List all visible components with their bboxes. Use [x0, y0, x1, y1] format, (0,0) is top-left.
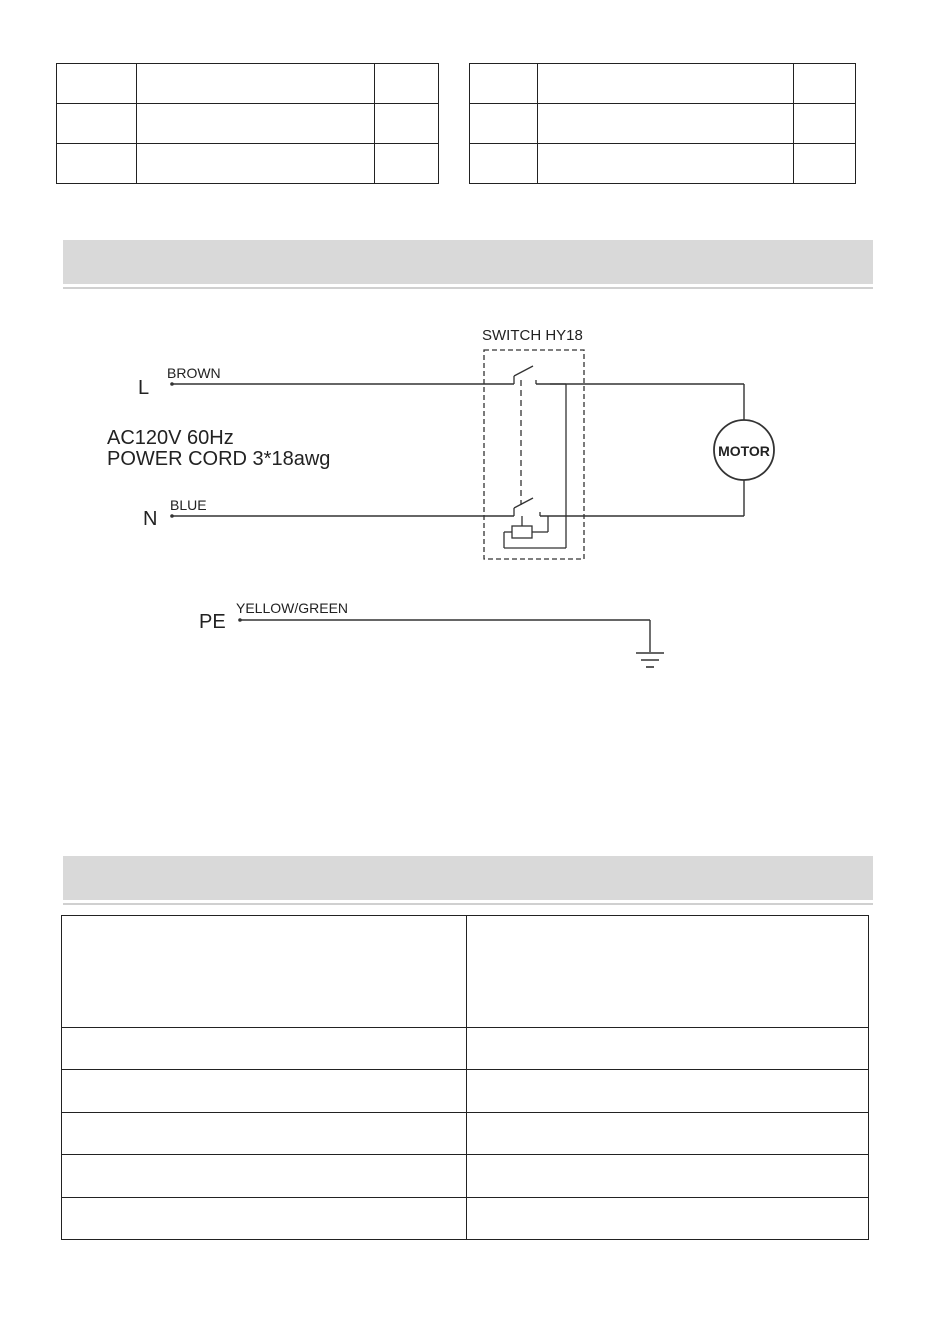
table-cell	[467, 916, 869, 1028]
switch-box	[484, 350, 584, 559]
spec-section-header	[63, 856, 873, 900]
table-row	[62, 1155, 869, 1197]
line-wire-color: BROWN	[167, 365, 221, 381]
table-row	[62, 1070, 869, 1112]
table-row	[470, 64, 856, 104]
table-cell	[538, 104, 794, 144]
supply-spec-line-2: POWER CORD 3*18awg	[107, 448, 331, 470]
neutral-wire-color: BLUE	[170, 497, 207, 513]
table-cell	[137, 104, 375, 144]
supply-spec-line-1: AC120V 60Hz	[107, 427, 234, 449]
table-cell	[62, 1112, 467, 1154]
motor-label: MOTOR	[718, 443, 770, 459]
table-cell	[467, 1028, 869, 1070]
table-row	[57, 104, 439, 144]
ground-icon	[636, 653, 664, 667]
table-cell	[62, 1070, 467, 1112]
neutral-terminal-label: N	[143, 508, 158, 530]
table-cell	[467, 1070, 869, 1112]
table-cell	[62, 1197, 467, 1239]
table-cell	[794, 144, 856, 184]
line-terminal-label: L	[138, 377, 150, 399]
table-cell	[62, 1155, 467, 1197]
table-row	[62, 1112, 869, 1154]
table-cell	[538, 144, 794, 184]
table-row	[62, 1197, 869, 1239]
earth-terminal-label: PE	[199, 611, 226, 633]
earth-wire-color: YELLOW/GREEN	[236, 600, 349, 616]
table-cell	[467, 1155, 869, 1197]
top-left-table	[56, 63, 439, 184]
spec-table	[61, 915, 869, 1240]
table-cell	[375, 144, 439, 184]
table-cell	[470, 144, 538, 184]
table-cell	[137, 64, 375, 104]
table-cell	[137, 144, 375, 184]
top-right-table	[469, 63, 856, 184]
table-cell	[57, 144, 137, 184]
table-cell	[375, 64, 439, 104]
table-cell	[794, 104, 856, 144]
table-row	[470, 104, 856, 144]
table-cell	[470, 64, 538, 104]
table-cell	[467, 1112, 869, 1154]
table-row	[57, 144, 439, 184]
table-row	[470, 144, 856, 184]
table-row	[62, 916, 869, 1028]
table-cell	[467, 1197, 869, 1239]
table-cell	[57, 64, 137, 104]
table-cell	[794, 64, 856, 104]
table-cell	[375, 104, 439, 144]
table-cell	[62, 1028, 467, 1070]
table-cell	[62, 916, 467, 1028]
wiring-diagram	[0, 300, 933, 700]
table-cell	[538, 64, 794, 104]
table-cell	[470, 104, 538, 144]
table-row	[62, 1028, 869, 1070]
table-row	[57, 64, 439, 104]
wiring-section-header	[63, 240, 873, 284]
table-cell	[57, 104, 137, 144]
switch-label: SWITCH HY18	[482, 327, 583, 344]
